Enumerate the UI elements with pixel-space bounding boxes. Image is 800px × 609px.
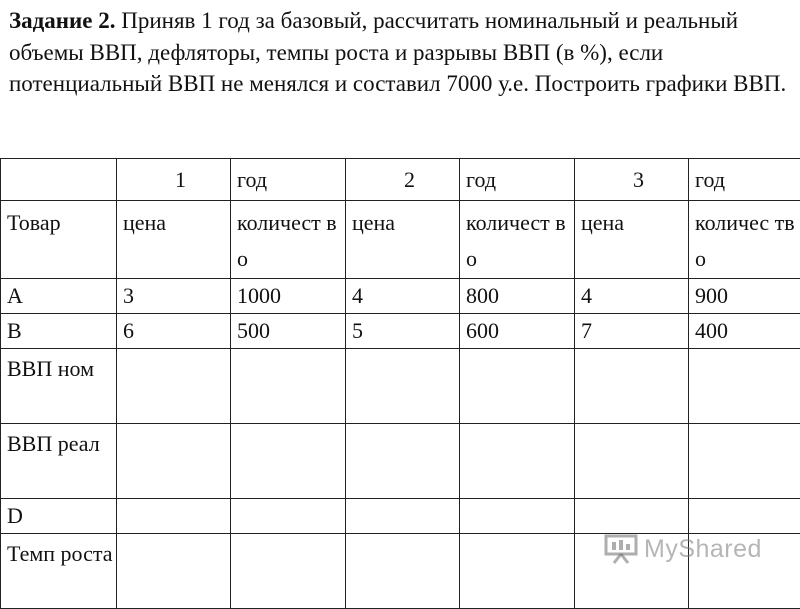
qty-header-y2: количест во (460, 201, 575, 279)
year3-num: 3 (575, 159, 689, 201)
price-cell: 5 (346, 314, 460, 349)
empty-cell (346, 499, 460, 534)
metric-row-nominal-gdp (1, 349, 800, 424)
price-cell: 7 (575, 314, 689, 349)
empty-cell (117, 499, 231, 534)
table-row (1, 279, 800, 314)
empty-cell (460, 349, 575, 424)
year2-num: 2 (346, 159, 460, 201)
task-label: Задание 2. (9, 8, 116, 33)
empty-cell (689, 424, 800, 499)
watermark (604, 534, 762, 564)
product-label: A (1, 279, 117, 314)
empty-cell (460, 424, 575, 499)
metric-row-deflator (1, 499, 800, 534)
metric-row-real-gdp (1, 424, 800, 499)
product-label: B (1, 314, 117, 349)
empty-cell (117, 424, 231, 499)
empty-cell (231, 534, 346, 609)
metric-label: D (1, 499, 117, 534)
qty-cell: 500 (231, 314, 346, 349)
price-cell: 3 (117, 279, 231, 314)
year1-num: 1 (117, 159, 231, 201)
year3-word: год (689, 159, 800, 201)
price-cell: 4 (575, 279, 689, 314)
qty-cell: 900 (689, 279, 800, 314)
presentation-icon (604, 534, 638, 564)
empty-cell (231, 349, 346, 424)
qty-cell: 600 (460, 314, 575, 349)
product-header: Товар (1, 201, 117, 279)
metric-label: ВВП реал (1, 424, 117, 499)
metric-label: Темп роста (1, 534, 117, 609)
price-header-y3: цена (575, 201, 689, 279)
empty-cell (575, 424, 689, 499)
qty-header-y1: количест во (231, 201, 346, 279)
year2-word: год (460, 159, 575, 201)
empty-cell (346, 534, 460, 609)
year-header-row (1, 159, 800, 201)
task-statement (9, 5, 793, 100)
price-cell: 4 (346, 279, 460, 314)
empty-cell (689, 349, 800, 424)
empty-cell (575, 349, 689, 424)
price-cell: 6 (117, 314, 231, 349)
qty-cell: 1000 (231, 279, 346, 314)
empty-cell (575, 499, 689, 534)
watermark-text: MyShared (644, 535, 762, 564)
task-text: Приняв 1 год за базовый, рассчитать номинальный и реальный объемы ВВП, дефляторы, темпы роста и разрывы ВВП (в %), если потенциальный ВВП не менялся и составил 7000 у.е. Построить графики ВВП. (9, 8, 786, 96)
price-header-y1: цена (117, 201, 231, 279)
price-header-y2: цена (346, 201, 460, 279)
empty-cell (117, 534, 231, 609)
metric-label: ВВП ном (1, 349, 117, 424)
empty-cell (460, 499, 575, 534)
empty-cell (346, 424, 460, 499)
empty-cell (231, 499, 346, 534)
year1-word: год (231, 159, 346, 201)
qty-cell: 400 (689, 314, 800, 349)
qty-header-y3: количес тво (689, 201, 800, 279)
table-row (1, 314, 800, 349)
empty-cell (117, 349, 231, 424)
qty-cell: 800 (460, 279, 575, 314)
empty-cell (231, 424, 346, 499)
column-header-row (1, 201, 800, 279)
empty-cell (689, 499, 800, 534)
empty-cell (346, 349, 460, 424)
empty-cell (460, 534, 575, 609)
corner-cell (1, 159, 117, 201)
